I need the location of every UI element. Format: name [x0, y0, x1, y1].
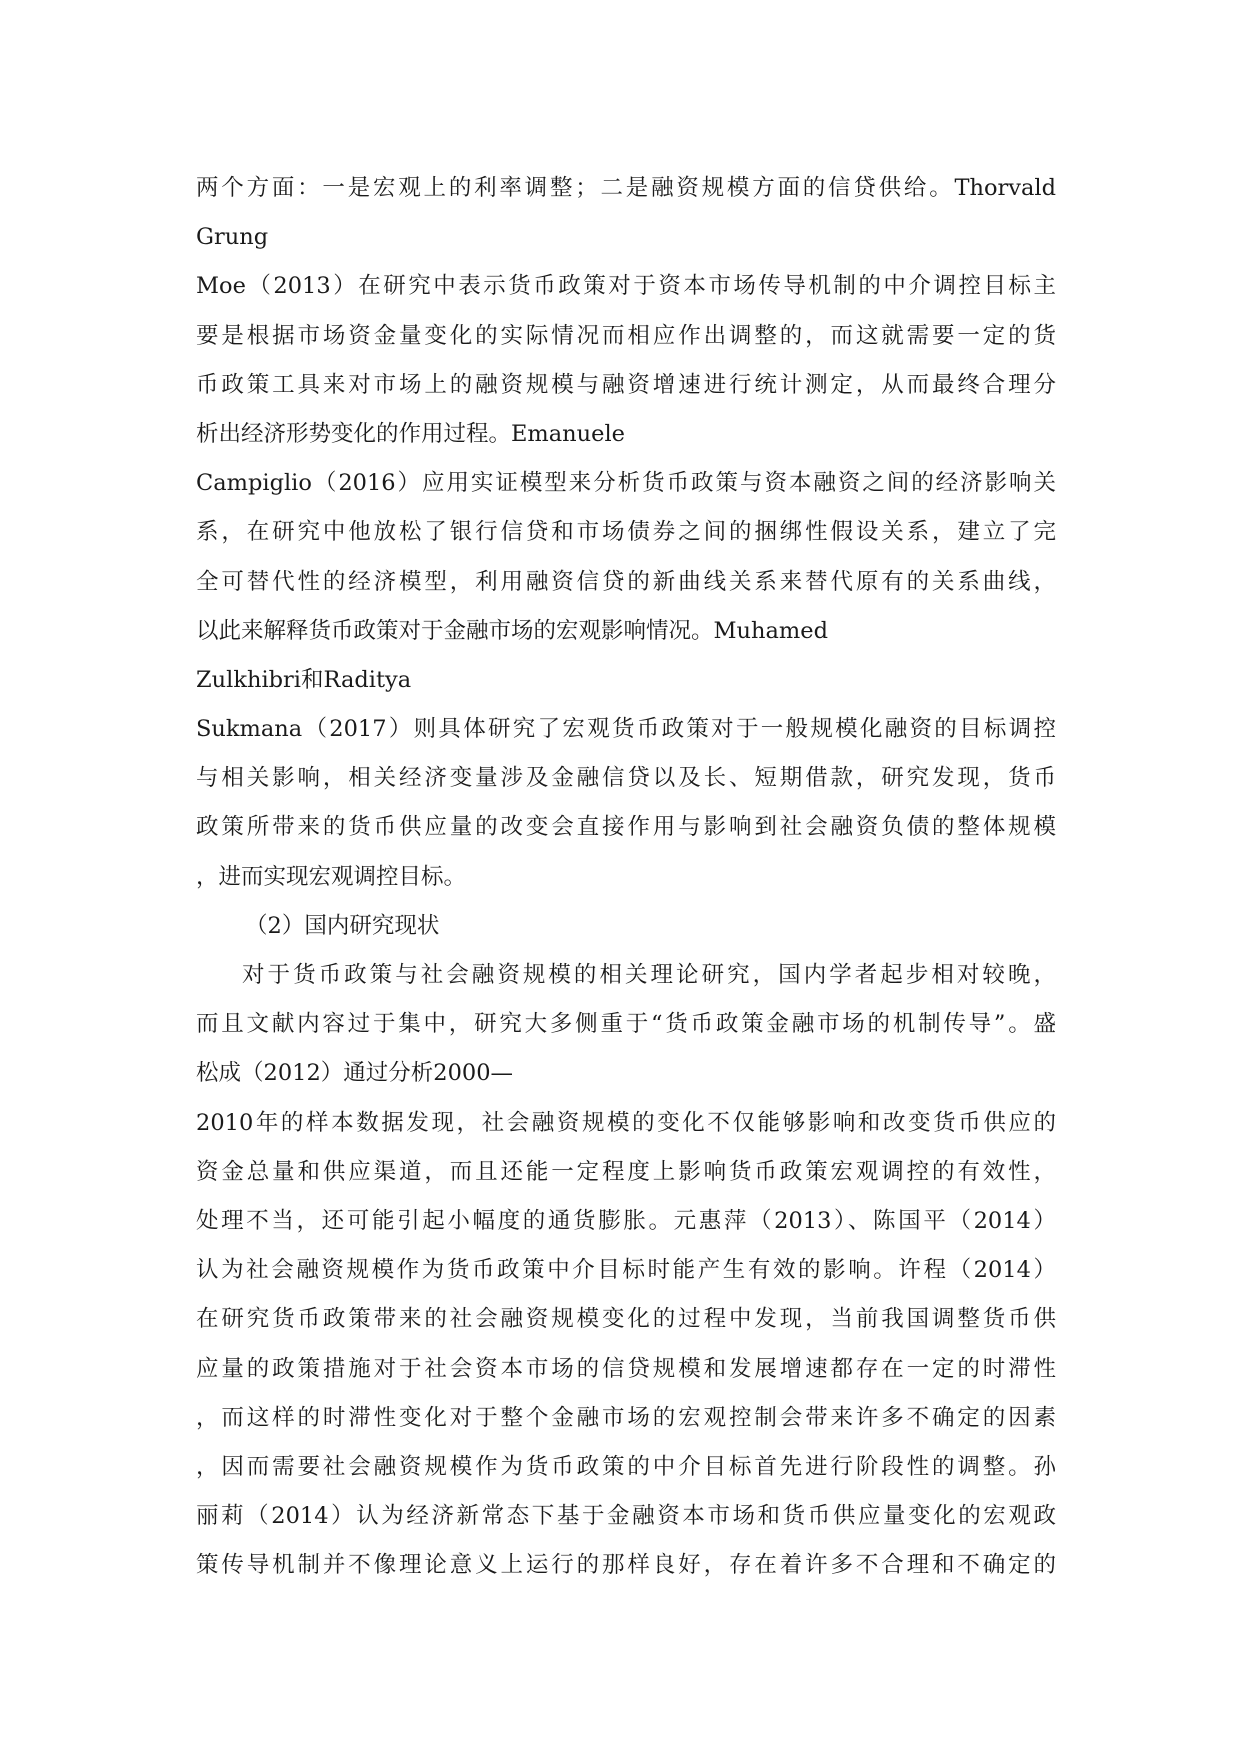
text-line: 松成（2012）通过分析2000— [196, 1060, 514, 1087]
text-line: 系，在研究中他放松了银行信贷和市场债券之间的捆绑性假设关系，建立了完 [196, 519, 1056, 546]
text-line: 认为社会融资规模作为货币政策中介目标时能产生有效的影响。许程（2014） [196, 1257, 1056, 1284]
text-line: 政策所带来的货币供应量的改变会直接作用与影响到社会融资负债的整体规模 [196, 814, 1056, 841]
text-line: Campiglio（2016）应用实证模型来分析货币政策与资本融资之间的经济影响关 [196, 470, 1056, 497]
text-line: Zulkhibri和Raditya [196, 666, 412, 693]
text-line: ，因而需要社会融资规模作为货币政策的中介目标首先进行阶段性的调整。孙 [196, 1453, 1056, 1480]
text-line: 与相关影响，相关经济变量涉及金融信贷以及长、短期借款，研究发现，货币 [196, 765, 1056, 792]
text-line: 全可替代性的经济模型，利用融资信贷的新曲线关系来替代原有的关系曲线， [196, 568, 1056, 595]
text-line: Sukmana（2017）则具体研究了宏观货币政策对于一般规模化融资的目标调控 [196, 716, 1056, 743]
text-line: 对于货币政策与社会融资规模的相关理论研究，国内学者起步相对较晚， [242, 962, 1056, 988]
text-line: 而且文献内容过于集中，研究大多侧重于“货币政策金融市场的机制传导”。盛 [196, 1011, 1056, 1038]
text-line: 要是根据市场资金量变化的实际情况而相应作出调整的，而这就需要一定的货 [196, 322, 1056, 349]
text-line: Grung [196, 224, 269, 251]
text-line: ，进而实现宏观调控目标。 [196, 863, 467, 890]
section-heading: （2）国内研究现状 [245, 912, 440, 939]
text-line: 两个方面：一是宏观上的利率调整；二是融资规模方面的信贷供给。Thorvald [196, 175, 1056, 201]
text-line: 处理不当，还可能引起小幅度的通货膨胀。元惠萍（2013）、陈国平（2014） [196, 1207, 1056, 1234]
text-line: Moe（2013）在研究中表示货币政策对于资本市场传导机制的中介调控目标主 [196, 273, 1056, 300]
text-line: 以此来解释货币政策对于金融市场的宏观影响情况。Muhamed [196, 617, 828, 644]
body-text [196, 164, 1056, 1590]
text-line: 资金总量和供应渠道，而且还能一定程度上影响货币政策宏观调控的有效性， [196, 1158, 1056, 1185]
text-line: 丽莉（2014）认为经济新常态下基于金融资本市场和货币供应量变化的宏观政 [196, 1503, 1056, 1530]
text-line: 币政策工具来对市场上的融资规模与融资增速进行统计测定，从而最终合理分 [196, 371, 1056, 398]
text-line: 在研究货币政策带来的社会融资规模变化的过程中发现，当前我国调整货币供 [196, 1306, 1056, 1333]
text-line: ，而这样的时滞性变化对于整个金融市场的宏观控制会带来许多不确定的因素 [196, 1404, 1056, 1431]
text-line: 析出经济形势变化的作用过程。Emanuele [196, 420, 625, 447]
text-line: 2010年的样本数据发现，社会融资规模的变化不仅能够影响和改变货币供应的 [196, 1109, 1056, 1136]
text-line: 应量的政策措施对于社会资本市场的信贷规模和发展增速都存在一定的时滞性 [196, 1355, 1056, 1382]
text-line: 策传导机制并不像理论意义上运行的那样良好，存在着许多不合理和不确定的 [196, 1552, 1056, 1579]
